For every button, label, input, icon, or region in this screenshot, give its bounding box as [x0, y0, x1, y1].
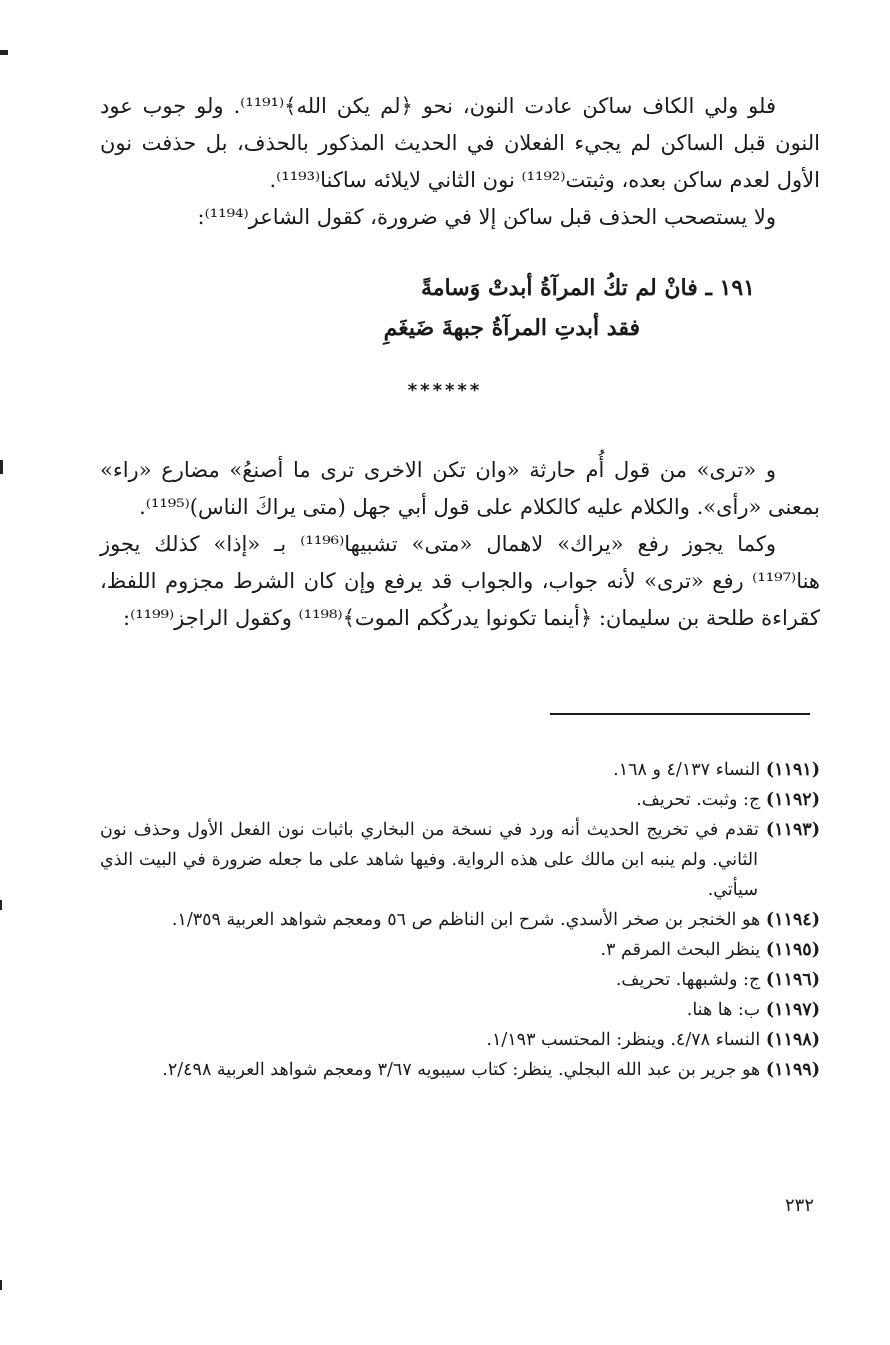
- footnote-text: النساء ٤/١٣٧ و ١٦٨.: [613, 760, 761, 780]
- footnote-divider: [550, 713, 810, 715]
- scan-edge-mark: [0, 900, 2, 910]
- page-number: ٢٣٢: [785, 1195, 815, 1216]
- footnote-text: ج: وثبت. تحريف.: [636, 790, 761, 810]
- footnote-text: هو جرير بن عبد الله البجلي. ينظر: كتاب سيبويه ٣/٦٧ ومعجم شواهد العربية ٢/٤٩٨.: [162, 1060, 761, 1080]
- footnote-text: ج: ولشبهها. تحريف.: [615, 970, 761, 990]
- footnote-number: (١١٩٣): [765, 820, 820, 840]
- footnote-number: (١١٩٤): [765, 910, 820, 930]
- footnote: [100, 1025, 820, 1055]
- section-separator: ******: [407, 380, 483, 401]
- footnote: [100, 755, 820, 785]
- footnote-text: النساء ٤/٧٨. وينظر: المحتسب ١/١٩٣.: [486, 1030, 761, 1050]
- scan-edge-mark: [0, 460, 3, 474]
- footnote-number: (١١٩٨): [765, 1030, 820, 1050]
- footnote-text: ينظر البحث المرقم ٣.: [600, 940, 761, 960]
- footnote-number: (١١٩٩): [765, 1060, 820, 1080]
- paragraph: و «ترى» من قول أُم حارثة «وان تكن الاخرى ترى ما أصنعُ» مضارع «راء» بمعنى «رأى». والكلام عليه كالكلام على قول أبي جهل (متى يراكَ الناس)⁽¹¹⁹⁵⁾.: [100, 458, 820, 519]
- paragraph: فلو ولي الكاف ساكن عادت النون، نحو ﴿لم يكن الله﴾⁽¹¹⁹¹⁾. ولو جوب عود النون قبل الساكن لم يجيء الفعلان في الحديث المذكور بالحذف، بل حذفت نون الأول لعدم ساكن بعده، وثبتت⁽¹¹⁹²⁾ نون الثاني لايلائه ساكنا⁽¹¹⁹³⁾.: [100, 94, 820, 192]
- footnote-text: ب: ها هنا.: [686, 1000, 761, 1020]
- footnote-number: (١١٩٢): [765, 790, 820, 810]
- footnote-number: (١١٩٧): [765, 1000, 820, 1020]
- paragraph: وكما يجوز رفع «يراك» لاهمال «متى» تشبيها⁽¹¹⁹⁶⁾ بـ «إذا» كذلك يجوز هنا⁽¹¹⁹⁷⁾ رفع «ترى» لأنه جواب، والجواب قد يرفع وإن كان الشرط مجزوم اللفظ، كقراءة طلحة بن سليمان: ﴿أينما تكونوا يدركُكم الموت﴾⁽¹¹⁹⁸⁾ وكقول الراجز⁽¹¹⁹⁹⁾:: [100, 532, 820, 630]
- footnote: [100, 995, 820, 1025]
- footnote: [100, 1055, 820, 1085]
- footnote-number: (١١٩١): [765, 760, 820, 780]
- footnote: [100, 785, 820, 815]
- footnote-text: هو الخنجر بن صخر الأسدي. شرح ابن الناظم ص ٥٦ ومعجم شواهد العربية ١/٣٥٩.: [171, 910, 761, 930]
- main-text-section-2: [100, 452, 820, 637]
- footnote-number: (١١٩٦): [765, 970, 820, 990]
- verse-hemistich-2: فقد أبدتِ المرآةُ جبهةَ ضَيغَمِ: [383, 315, 640, 341]
- paragraph: ولا يستصحب الحذف قبل ساكن إلا في ضرورة، كقول الشاعر⁽¹¹⁹⁴⁾:: [197, 205, 776, 229]
- footnote-number: (١١٩٥): [765, 940, 820, 960]
- footnote: [100, 815, 820, 905]
- footnote: [100, 965, 820, 995]
- footnote: [100, 935, 820, 965]
- footnote-text: تقدم في تخريج الحديث أنه ورد في نسخة من البخاري باثبات نون الفعل الأول وحذف نون الثاني. ولم ينبه ابن مالك على هذه الرواية. وفيها شاهد على ما جعله ضرورة في البيت الذي سيأتي.: [100, 820, 759, 900]
- scan-edge-mark: [0, 50, 8, 55]
- verse-hemistich-1: ١٩١ ـ فانْ لم تكُ المرآةُ أبدتْ وَسامةً: [420, 275, 755, 301]
- scan-edge-mark: [0, 1280, 2, 1290]
- footnotes: [100, 755, 820, 1085]
- main-text-section-1: [100, 88, 820, 236]
- footnote: [100, 905, 820, 935]
